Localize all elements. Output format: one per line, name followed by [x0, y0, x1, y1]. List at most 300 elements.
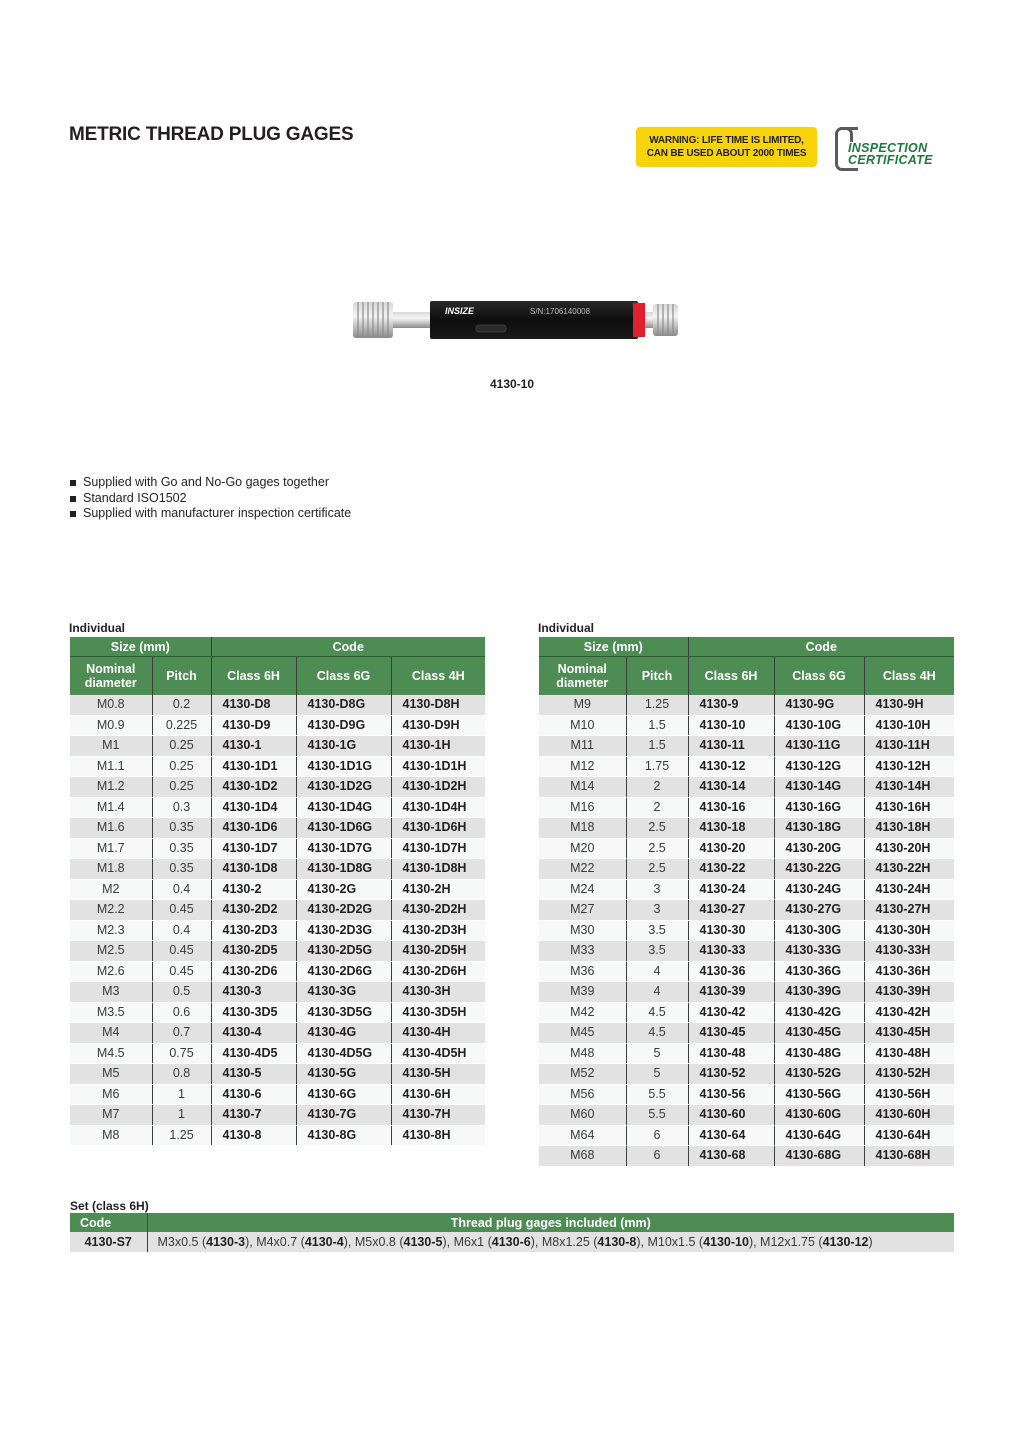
pitch-cell: 0.35: [152, 859, 211, 880]
code-class-6h-cell: 4130-42: [688, 1002, 774, 1023]
code-class-4h-cell: 4130-24H: [864, 879, 954, 900]
nominal-diameter-cell: M64: [539, 1125, 626, 1146]
table-row: [70, 941, 485, 962]
code-class-4h-cell: 4130-3D5H: [391, 1002, 485, 1023]
code-class-6h-cell: 4130-6: [211, 1084, 296, 1105]
pitch-cell: 0.8: [152, 1064, 211, 1085]
code-class-6g-cell: 4130-1D7G: [296, 838, 391, 859]
pitch-cell: 0.4: [152, 879, 211, 900]
nominal-diameter-cell: M0.9: [70, 715, 152, 736]
table-row: [539, 859, 954, 880]
pitch-cell: 0.35: [152, 818, 211, 839]
code-class-6g-cell: 4130-60G: [774, 1105, 864, 1126]
code-class-4h-cell: 4130-11H: [864, 736, 954, 757]
nominal-diameter-cell: M6: [70, 1084, 152, 1105]
code-class-4h-cell: 4130-9H: [864, 695, 954, 715]
set-item-size: M12x1.75: [760, 1235, 815, 1249]
set-item-size: M5x0.8: [354, 1235, 396, 1249]
set-item-code: 4130-8: [597, 1235, 637, 1249]
code-class-6h-cell: 4130-1D2: [211, 777, 296, 798]
code-class-4h-cell: 4130-33H: [864, 941, 954, 962]
code-class-4h-cell: 4130-56H: [864, 1084, 954, 1105]
nominal-diameter-cell: M5: [70, 1064, 152, 1085]
code-class-6h-cell: 4130-48: [688, 1043, 774, 1064]
pitch-cell: 0.2: [152, 695, 211, 715]
code-class-6h-cell: 4130-2D2: [211, 900, 296, 921]
set-item-size: M4x0.7: [256, 1235, 298, 1249]
feature-item: Supplied with Go and No-Go gages together: [69, 475, 351, 491]
code-class-6g-cell: 4130-1D8G: [296, 859, 391, 880]
pitch-cell: 2: [626, 797, 688, 818]
code-class-4h-cell: 4130-D8H: [391, 695, 485, 715]
pitch-cell: 0.3: [152, 797, 211, 818]
pitch-cell: 1.25: [152, 1125, 211, 1146]
code-header: Code: [688, 637, 954, 657]
pitch-cell: 4: [626, 961, 688, 982]
serial-number: S/N:1706140008: [530, 307, 591, 316]
table-row: [70, 838, 485, 859]
code-class-4h-cell: 4130-D9H: [391, 715, 485, 736]
pitch-cell: 0.75: [152, 1043, 211, 1064]
pitch-cell: 2: [626, 777, 688, 798]
pitch-cell: 0.45: [152, 961, 211, 982]
code-class-4h-cell: 4130-8H: [391, 1125, 485, 1146]
code-class-6g-cell: 4130-64G: [774, 1125, 864, 1146]
code-class-6g-cell: 4130-9G: [774, 695, 864, 715]
table-row: [70, 879, 485, 900]
set-item-code: 4130-5: [403, 1235, 443, 1249]
code-class-6h-cell: 4130-2D3: [211, 920, 296, 941]
pitch-cell: 2.5: [626, 859, 688, 880]
pitch-cell: 1.5: [626, 715, 688, 736]
code-class-6g-cell: 4130-10G: [774, 715, 864, 736]
pitch-cell: 0.35: [152, 838, 211, 859]
code-class-6h-cell: 4130-2D5: [211, 941, 296, 962]
code-class-6g-cell: 4130-D8G: [296, 695, 391, 715]
table-row: [539, 777, 954, 798]
right-table-label: Individual: [538, 621, 595, 635]
code-class-4h-cell: 4130-48H: [864, 1043, 954, 1064]
code-class-6g-cell: 4130-1G: [296, 736, 391, 757]
code-class-4h-cell: 4130-1D8H: [391, 859, 485, 880]
set-included-gages: M3x0.5 (4130-3), M4x0.7 (4130-4), M5x0.8 (4130-5), M6x1 (4130-6), M8x1.25 (4130-8), M10x1.5 (4130-10), M12x1.75 (4130-12): [147, 1232, 954, 1252]
set-item-size: M3x0.5: [157, 1235, 199, 1249]
pitch-cell: 0.25: [152, 756, 211, 777]
code-class-6g-cell: 4130-1D4G: [296, 797, 391, 818]
code-class-6g-cell: 4130-3D5G: [296, 1002, 391, 1023]
pitch-cell: 0.225: [152, 715, 211, 736]
code-class-4h-cell: 4130-22H: [864, 859, 954, 880]
warning-badge: [636, 127, 817, 167]
pitch-cell: 4.5: [626, 1002, 688, 1023]
nominal-diameter-cell: M22: [539, 859, 626, 880]
code-class-6g-cell: 4130-1D1G: [296, 756, 391, 777]
code-class-4h-cell: 4130-1D6H: [391, 818, 485, 839]
table-row: [539, 961, 954, 982]
table-row: [70, 1064, 485, 1085]
table-row: [70, 900, 485, 921]
set-item-size: M6x1: [453, 1235, 485, 1249]
code-class-6g-cell: 4130-52G: [774, 1064, 864, 1085]
nominal-diameter-cell: M1: [70, 736, 152, 757]
code-class-6h-cell: 4130-1D8: [211, 859, 296, 880]
nominal-diameter-cell: M2.3: [70, 920, 152, 941]
code-class-6g-cell: 4130-33G: [774, 941, 864, 962]
code-class-4h-cell: 4130-3H: [391, 982, 485, 1003]
code-class-6h-cell: 4130-52: [688, 1064, 774, 1085]
code-class-4h-cell: 4130-39H: [864, 982, 954, 1003]
nominal-diameter-cell: M48: [539, 1043, 626, 1064]
code-class-6h-cell: 4130-27: [688, 900, 774, 921]
code-class-4h-cell: 4130-20H: [864, 838, 954, 859]
pitch-cell: 6: [626, 1125, 688, 1146]
code-class-6h-cell: 4130-10: [688, 715, 774, 736]
table-row: [539, 982, 954, 1003]
set-table-label: Set (class 6H): [70, 1199, 149, 1213]
code-class-4h-cell: 4130-12H: [864, 756, 954, 777]
code-class-4h-cell: 4130-60H: [864, 1105, 954, 1126]
nominal-diameter-cell: M4.5: [70, 1043, 152, 1064]
code-class-6g-cell: 4130-14G: [774, 777, 864, 798]
code-class-4h-cell: 4130-7H: [391, 1105, 485, 1126]
code-class-6h-cell: 4130-64: [688, 1125, 774, 1146]
nominal-diameter-cell: M2: [70, 879, 152, 900]
nominal-diameter-cell: M16: [539, 797, 626, 818]
table-row: [539, 941, 954, 962]
pitch-cell: 3.5: [626, 941, 688, 962]
code-class-6g-cell: 4130-2D3G: [296, 920, 391, 941]
nominal-diameter-cell: M1.7: [70, 838, 152, 859]
code-class-6h-cell: 4130-11: [688, 736, 774, 757]
size-header: Size (mm): [70, 637, 211, 657]
table-row: [539, 715, 954, 736]
code-class-4h-cell: 4130-10H: [864, 715, 954, 736]
table-row: [70, 736, 485, 757]
pitch-cell: 4: [626, 982, 688, 1003]
table-row: [539, 920, 954, 941]
code-class-4h-cell: 4130-16H: [864, 797, 954, 818]
nominal-diameter-cell: M30: [539, 920, 626, 941]
set-row: [70, 1232, 954, 1252]
table-row: [539, 695, 954, 715]
thread-plug-gage-image: [350, 295, 680, 345]
code-class-4h-cell: 4130-2H: [391, 879, 485, 900]
nominal-diameter-cell: M3.5: [70, 1002, 152, 1023]
code-class-6g-cell: 4130-1D6G: [296, 818, 391, 839]
nominal-diameter-cell: M3: [70, 982, 152, 1003]
nominal-diameter-cell: M24: [539, 879, 626, 900]
feature-item: Standard ISO1502: [69, 491, 351, 507]
code-class-6h-cell: 4130-8: [211, 1125, 296, 1146]
nominal-diameter-cell: M11: [539, 736, 626, 757]
set-item-code: 4130-4: [304, 1235, 344, 1249]
nominal-diameter-cell: M8: [70, 1125, 152, 1146]
table-row: [70, 859, 485, 880]
code-class-6h-cell: 4130-39: [688, 982, 774, 1003]
code-class-6g-cell: 4130-2G: [296, 879, 391, 900]
pitch-cell: 6: [626, 1146, 688, 1167]
code-class-6h-cell: 4130-1D6: [211, 818, 296, 839]
code-class-6h-cell: 4130-16: [688, 797, 774, 818]
code-class-4h-cell: 4130-18H: [864, 818, 954, 839]
code-class-6h-cell: 4130-D9: [211, 715, 296, 736]
pitch-cell: 3.5: [626, 920, 688, 941]
nominal-diameter-cell: M0.8: [70, 695, 152, 715]
code-class-4h-cell: 4130-36H: [864, 961, 954, 982]
code-class-6g-cell: 4130-7G: [296, 1105, 391, 1126]
code-class-6h-cell: 4130-2: [211, 879, 296, 900]
certificate-text: [848, 142, 933, 166]
code-class-6g-cell: 4130-30G: [774, 920, 864, 941]
code-class-4h-cell: 4130-4D5H: [391, 1043, 485, 1064]
code-class-6g-cell: 4130-12G: [774, 756, 864, 777]
table-row: [539, 1084, 954, 1105]
code-class-6h-cell: 4130-22: [688, 859, 774, 880]
code-class-6h-cell: 4130-2D6: [211, 961, 296, 982]
code-class-6h-cell: 4130-3: [211, 982, 296, 1003]
pitch-cell: 5: [626, 1043, 688, 1064]
pitch-header: Pitch: [152, 657, 211, 696]
table-row: [70, 1084, 485, 1105]
nominal-diameter-cell: M18: [539, 818, 626, 839]
nominal-diameter-cell: M56: [539, 1084, 626, 1105]
code-class-6g-cell: 4130-6G: [296, 1084, 391, 1105]
code-class-6h-cell: 4130-4D5: [211, 1043, 296, 1064]
nominal-diameter-cell: M1.6: [70, 818, 152, 839]
class-6g-header: Class 6G: [296, 657, 391, 696]
class-4h-header: Class 4H: [391, 657, 485, 696]
code-class-4h-cell: 4130-1H: [391, 736, 485, 757]
code-class-6g-cell: 4130-4G: [296, 1023, 391, 1044]
set-item-size: M8x1.25: [541, 1235, 590, 1249]
warning-line-1: WARNING: LIFE TIME IS LIMITED,: [649, 135, 804, 146]
table-row: [70, 961, 485, 982]
code-class-6h-cell: 4130-36: [688, 961, 774, 982]
pitch-cell: 4.5: [626, 1023, 688, 1044]
table-row: [70, 818, 485, 839]
table-row: [539, 1064, 954, 1085]
brand-logo: INSIZE: [445, 306, 475, 316]
code-class-4h-cell: 4130-27H: [864, 900, 954, 921]
code-class-6h-cell: 4130-60: [688, 1105, 774, 1126]
product-caption: 4130-10: [489, 377, 535, 391]
code-header: Code: [211, 637, 485, 657]
code-class-6g-cell: 4130-39G: [774, 982, 864, 1003]
pitch-cell: 1.75: [626, 756, 688, 777]
nominal-diameter-cell: M12: [539, 756, 626, 777]
code-class-6g-cell: 4130-45G: [774, 1023, 864, 1044]
feature-item: Supplied with manufacturer inspection certificate: [69, 506, 351, 522]
code-class-6g-cell: 4130-2D6G: [296, 961, 391, 982]
code-class-6h-cell: 4130-45: [688, 1023, 774, 1044]
warning-line-2: CAN BE USED ABOUT 2000 TIMES: [646, 148, 807, 159]
table-row: [539, 736, 954, 757]
code-class-6h-cell: 4130-18: [688, 818, 774, 839]
pitch-cell: 2.5: [626, 838, 688, 859]
table-row: [539, 879, 954, 900]
nominal-diameter-cell: M10: [539, 715, 626, 736]
pitch-cell: 1.25: [626, 695, 688, 715]
table-row: [539, 1105, 954, 1126]
table-row: [70, 695, 485, 715]
code-class-6h-cell: 4130-1D1: [211, 756, 296, 777]
pitch-cell: 3: [626, 879, 688, 900]
code-class-4h-cell: 4130-1D4H: [391, 797, 485, 818]
nominal-diameter-cell: M20: [539, 838, 626, 859]
inspection-certificate-logo: [835, 127, 960, 169]
nominal-diameter-cell: M1.1: [70, 756, 152, 777]
table-row: [539, 1002, 954, 1023]
table-row: [70, 1043, 485, 1064]
nominal-diameter-cell: M39: [539, 982, 626, 1003]
nominal-diameter-header: Nominal diameter: [70, 657, 152, 696]
code-class-6h-cell: 4130-1D4: [211, 797, 296, 818]
nominal-diameter-cell: M9: [539, 695, 626, 715]
code-class-6g-cell: 4130-18G: [774, 818, 864, 839]
feature-list: [69, 475, 351, 522]
code-class-6h-cell: 4130-30: [688, 920, 774, 941]
nominal-diameter-cell: M36: [539, 961, 626, 982]
pitch-cell: 1.5: [626, 736, 688, 757]
pitch-cell: 0.45: [152, 941, 211, 962]
code-class-6g-cell: 4130-D9G: [296, 715, 391, 736]
table-row: [70, 797, 485, 818]
nominal-diameter-cell: M1.2: [70, 777, 152, 798]
table-row: [70, 1105, 485, 1126]
code-class-4h-cell: 4130-42H: [864, 1002, 954, 1023]
nominal-diameter-cell: M4: [70, 1023, 152, 1044]
set-code: 4130-S7: [70, 1232, 147, 1252]
nominal-diameter-cell: M45: [539, 1023, 626, 1044]
nominal-diameter-cell: M2.2: [70, 900, 152, 921]
table-row: [70, 982, 485, 1003]
code-class-4h-cell: 4130-1D2H: [391, 777, 485, 798]
table-row: [70, 1125, 485, 1146]
page-title: METRIC THREAD PLUG GAGES: [69, 124, 354, 145]
pitch-cell: 0.25: [152, 777, 211, 798]
size-header: Size (mm): [539, 637, 688, 657]
pitch-cell: 0.4: [152, 920, 211, 941]
table-row: [539, 818, 954, 839]
code-class-6h-cell: 4130-1D7: [211, 838, 296, 859]
code-class-4h-cell: 4130-2D5H: [391, 941, 485, 962]
code-class-6g-cell: 4130-27G: [774, 900, 864, 921]
pitch-cell: 5.5: [626, 1084, 688, 1105]
pitch-cell: 1: [152, 1084, 211, 1105]
code-class-6h-cell: 4130-1: [211, 736, 296, 757]
code-class-4h-cell: 4130-6H: [391, 1084, 485, 1105]
code-class-6g-cell: 4130-68G: [774, 1146, 864, 1167]
class-6h-header: Class 6H: [688, 657, 774, 696]
code-class-6g-cell: 4130-42G: [774, 1002, 864, 1023]
code-class-6g-cell: 4130-4D5G: [296, 1043, 391, 1064]
set-item-code: 4130-12: [822, 1235, 869, 1249]
nominal-diameter-cell: M14: [539, 777, 626, 798]
set-item-code: 4130-10: [703, 1235, 749, 1249]
pitch-cell: 3: [626, 900, 688, 921]
set-code-header: Code: [70, 1213, 147, 1232]
nominal-diameter-cell: M2.6: [70, 961, 152, 982]
code-class-6g-cell: 4130-5G: [296, 1064, 391, 1085]
code-class-6g-cell: 4130-22G: [774, 859, 864, 880]
code-class-6h-cell: 4130-5: [211, 1064, 296, 1085]
nominal-diameter-cell: M33: [539, 941, 626, 962]
code-class-4h-cell: 4130-2D2H: [391, 900, 485, 921]
nominal-diameter-cell: M60: [539, 1105, 626, 1126]
code-class-4h-cell: 4130-1D1H: [391, 756, 485, 777]
pitch-cell: 5: [626, 1064, 688, 1085]
code-class-6h-cell: 4130-20: [688, 838, 774, 859]
table-row: [70, 715, 485, 736]
code-class-6h-cell: 4130-14: [688, 777, 774, 798]
table-row: [70, 756, 485, 777]
class-6h-header: Class 6H: [211, 657, 296, 696]
pitch-cell: 0.5: [152, 982, 211, 1003]
code-class-6g-cell: 4130-56G: [774, 1084, 864, 1105]
pitch-cell: 2.5: [626, 818, 688, 839]
code-class-6g-cell: 4130-24G: [774, 879, 864, 900]
table-row: [539, 756, 954, 777]
code-class-4h-cell: 4130-2D3H: [391, 920, 485, 941]
code-class-6h-cell: 4130-56: [688, 1084, 774, 1105]
code-class-6h-cell: 4130-33: [688, 941, 774, 962]
pitch-cell: 1: [152, 1105, 211, 1126]
pitch-cell: 0.45: [152, 900, 211, 921]
code-class-6h-cell: 4130-D8: [211, 695, 296, 715]
left-table-label: Individual: [69, 621, 126, 635]
individual-table-right: [539, 637, 954, 1167]
nominal-diameter-cell: M68: [539, 1146, 626, 1167]
code-class-6h-cell: 4130-4: [211, 1023, 296, 1044]
no-go-thread-end: [645, 304, 678, 336]
pitch-cell: 0.7: [152, 1023, 211, 1044]
pitch-header: Pitch: [626, 657, 688, 696]
table-row: [70, 1002, 485, 1023]
table-row: [539, 797, 954, 818]
table-row: [70, 1023, 485, 1044]
code-class-6h-cell: 4130-9: [688, 695, 774, 715]
pitch-cell: 0.6: [152, 1002, 211, 1023]
certificate-line-1: INSPECTION: [848, 141, 928, 155]
code-class-6h-cell: 4130-24: [688, 879, 774, 900]
table-row: [70, 920, 485, 941]
gage-handle: [430, 301, 645, 339]
code-class-4h-cell: 4130-5H: [391, 1064, 485, 1085]
code-class-6g-cell: 4130-11G: [774, 736, 864, 757]
class-6g-header: Class 6G: [774, 657, 864, 696]
table-row: [539, 838, 954, 859]
code-class-6g-cell: 4130-16G: [774, 797, 864, 818]
certificate-line-2: CERTIFICATE: [848, 153, 933, 167]
nominal-diameter-cell: M42: [539, 1002, 626, 1023]
code-class-6g-cell: 4130-48G: [774, 1043, 864, 1064]
go-thread-end: [353, 302, 431, 338]
nominal-diameter-cell: M52: [539, 1064, 626, 1085]
code-class-4h-cell: 4130-30H: [864, 920, 954, 941]
nominal-diameter-header: Nominal diameter: [539, 657, 626, 696]
set-item-size: M10x1.5: [647, 1235, 696, 1249]
code-class-4h-cell: 4130-2D6H: [391, 961, 485, 982]
set-item-code: 4130-6: [491, 1235, 531, 1249]
table-row: [539, 1146, 954, 1167]
code-class-4h-cell: 4130-4H: [391, 1023, 485, 1044]
code-class-6h-cell: 4130-7: [211, 1105, 296, 1126]
nominal-diameter-cell: M27: [539, 900, 626, 921]
code-class-6g-cell: 4130-2D2G: [296, 900, 391, 921]
table-row: [70, 777, 485, 798]
set-table: [70, 1213, 954, 1252]
set-included-header: Thread plug gages included (mm): [147, 1213, 954, 1232]
